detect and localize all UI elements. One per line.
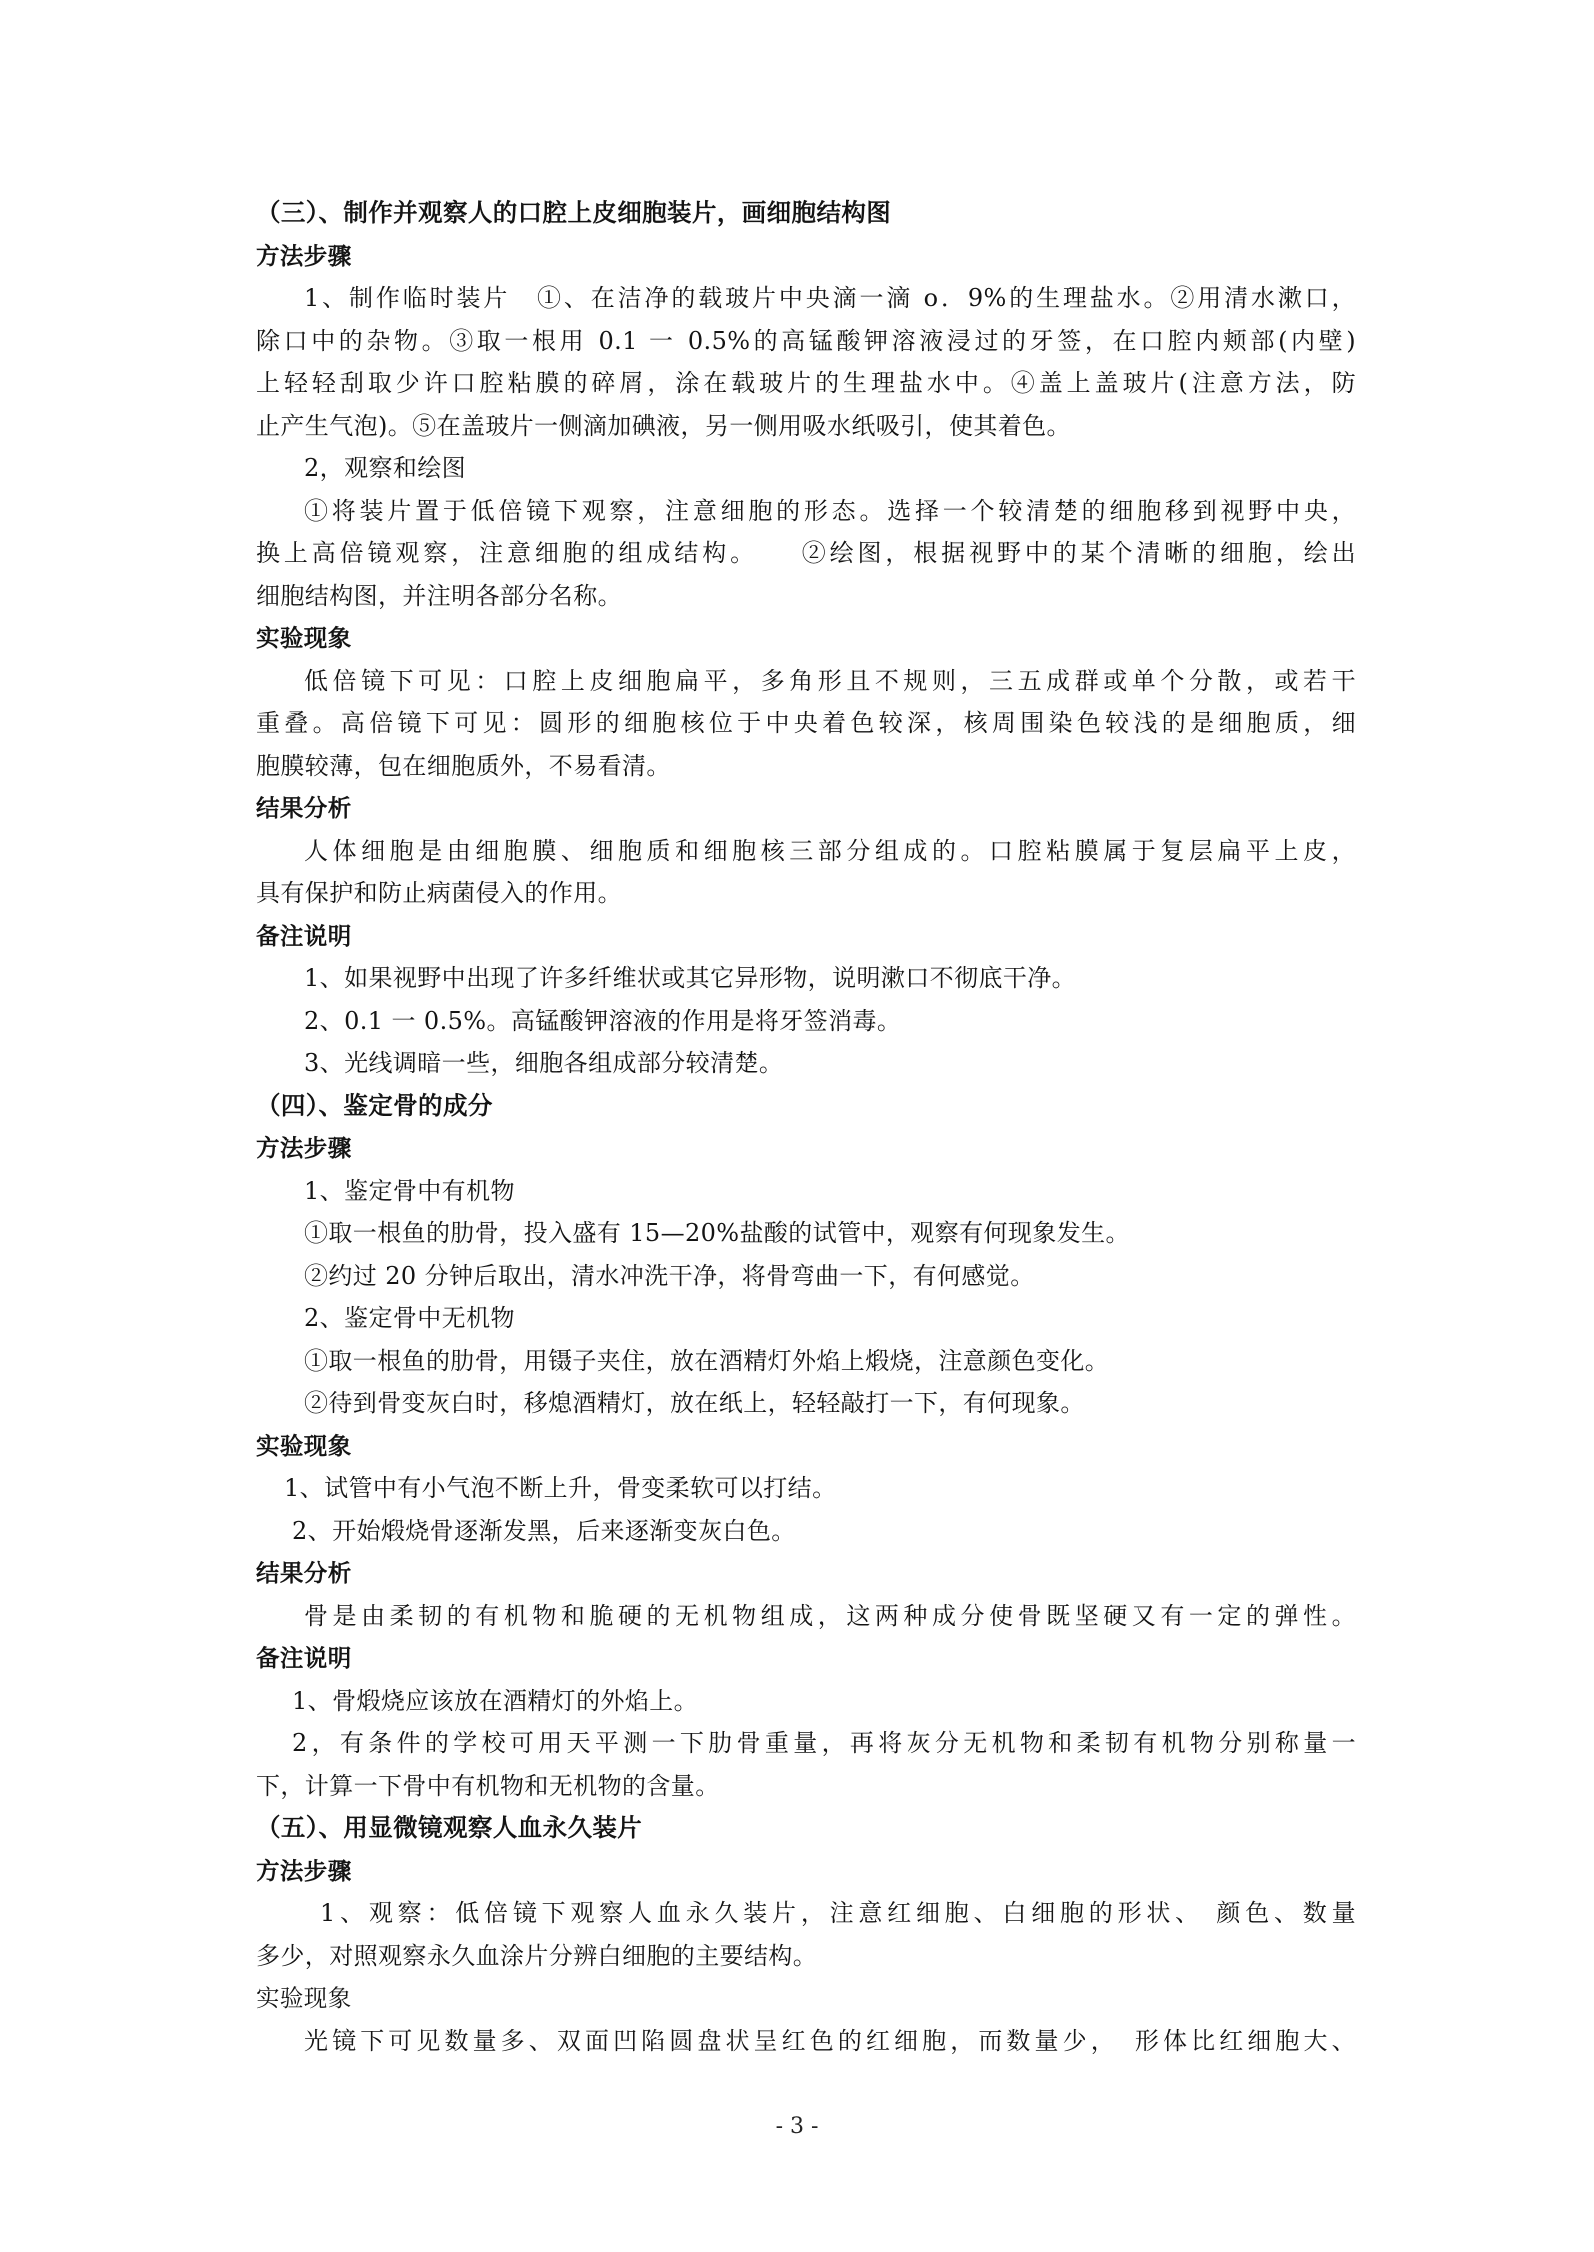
paragraph-line: 除口中的杂物。③取一根用 0.1 一 0.5%的高锰酸钾溶液浸过的牙签，在口腔内颊部(内壁) [256,326,1356,355]
paragraph-line: 骨是由柔韧的有机物和脆硬的无机物组成，这两种成分使骨既坚硬又有一定的弹性。 [304,1601,1356,1630]
paragraph-line: 1、鉴定骨中有机物 [304,1176,515,1205]
section-heading-5: （五）、用显微镜观察人血永久装片 [256,1813,643,1842]
paragraph-line: 人体细胞是由细胞膜、细胞质和细胞核三部分组成的。口腔粘膜属于复层扁平上皮， [304,836,1356,865]
subsection-label: 方法步骤 [256,1134,352,1162]
note-line: 1、骨煅烧应该放在酒精灯的外焰上。 [292,1686,699,1715]
paragraph-line: ①取一根鱼的肋骨，用镊子夹住，放在酒精灯外焰上煅烧，注意颜色变化。 [304,1346,1110,1375]
page-number: - 3 - [775,2114,819,2139]
paragraph-line: 1、试管中有小气泡不断上升，骨变柔软可以打结。 [284,1474,837,1502]
paragraph-line: ②待到骨变灰白时，移熄酒精灯，放在纸上，轻轻敲打一下，有何现象。 [304,1389,1085,1417]
note-line: 2，有条件的学校可用天平测一下肋骨重量，再将灰分无机物和柔韧有机物分别称量一 [292,1729,1356,1757]
paragraph-line: ①取一根鱼的肋骨，投入盛有 15—20%盐酸的试管中，观察有何现象发生。 [304,1219,1130,1247]
subsection-label: 备注说明 [256,1644,352,1672]
subsection-label: 方法步骤 [256,1856,352,1885]
note-line: 1、如果视野中出现了许多纤维状或其它异形物，说明漱口不彻底干净。 [304,964,1077,992]
section-heading-4: （四）、鉴定骨的成分 [256,1090,493,1120]
note-line: 3、光线调暗一些，细胞各组成部分较清楚。 [304,1049,784,1077]
paragraph-line: 2，观察和绘图 [304,454,467,482]
paragraph-line: 重叠。高倍镜下可见：圆形的细胞核位于中央着色较深，核周围染色较浅的是细胞质，细 [256,709,1356,737]
note-line: 2、0.1 一 0.5%。高锰酸钾溶液的作用是将牙签消毒。 [304,1006,902,1035]
subsection-label: 结果分析 [256,794,352,822]
subsection-label: 实验现象 [256,1984,352,2012]
paragraph-line: 2、鉴定骨中无机物 [304,1304,515,1332]
paragraph-line: 1、制作临时装片 ①、在洁净的载玻片中央滴一滴 o．9%的生理盐水。②用清水漱口， [304,284,1356,312]
paragraph-line: 低倍镜下可见：口腔上皮细胞扁平，多角形且不规则，三五成群或单个分散，或若干 [304,666,1356,695]
subsection-label: 实验现象 [256,1431,352,1460]
document-body [256,192,1356,2062]
subsection-label: 实验现象 [256,624,352,652]
paragraph-line: 多少，对照观察永久血涂片分辨白细胞的主要结构。 [256,1941,818,1970]
paragraph-line: 换上高倍镜观察，注意细胞的组成结构。 ②绘图，根据视野中的某个清晰的细胞，绘出 [256,539,1356,567]
paragraph-line: 胞膜较薄，包在细胞质外，不易看清。 [256,751,671,780]
paragraph-line: ②约过 20 分钟后取出，清水冲洗干净，将骨弯曲一下，有何感觉。 [304,1261,1035,1290]
paragraph-line: 光镜下可见数量多、双面凹陷圆盘状呈红色的红细胞，而数量少， 形体比红细胞大、 [304,2026,1356,2055]
paragraph-line: 2、开始煅烧骨逐渐发黑，后来逐渐变灰白色。 [292,1516,796,1545]
paragraph-line: ①将装片置于低倍镜下观察，注意细胞的形态。选择一个较清楚的细胞移到视野中央， [304,496,1356,525]
paragraph-line: 1、观察：低倍镜下观察人血永久装片，注意红细胞、白细胞的形状、 颜色、数量 [320,1899,1356,1927]
note-line: 下，计算一下骨中有机物和无机物的含量。 [256,1771,720,1800]
paragraph-line: 细胞结构图，并注明各部分名称。 [256,581,622,610]
subsection-label: 结果分析 [256,1559,352,1587]
subsection-label: 备注说明 [256,921,352,950]
section-heading-3: （三）、制作并观察人的口腔上皮细胞装片，画细胞结构图 [256,198,892,227]
paragraph-line: 上轻轻刮取少许口腔粘膜的碎屑，涂在载玻片的生理盐水中。④盖上盖玻片(注意方法，防 [256,369,1356,397]
paragraph-line: 止产生气泡)。⑤在盖玻片一侧滴加碘液，另一侧用吸水纸吸引，使其着色。 [256,411,1071,440]
subsection-label: 方法步骤 [256,241,352,270]
paragraph-line: 具有保护和防止病菌侵入的作用。 [256,879,622,907]
